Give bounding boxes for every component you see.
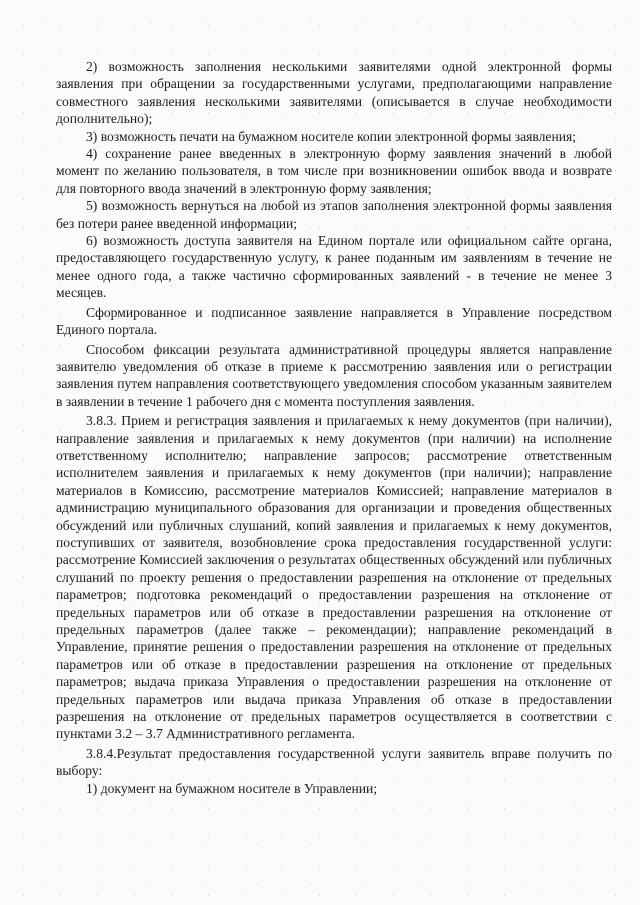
- paragraph-item-6: 6) возможность доступа заявителя на Едином портале или официальном сайте органа, предоставляющего государственную услугу, к ранее поданным им заявлениям в течение не менее одного года, а также частично сформированных заявлений - в течение не менее 3 месяцев.: [56, 233, 612, 301]
- paragraph-item-4: 4) сохранение ранее введенных в электронную форму заявления значений в любой момент по желанию пользователя, в том числе при возникновении ошибок ввода и возврате для повторного ввода значений в электронную форму заявления;: [56, 146, 612, 196]
- paragraph-3-8-3: 3.8.3. Прием и регистрация заявления и прилагаемых к нему документов (при наличии), направление заявления и прилагаемых к нему документов (при наличии) на исполнение ответственному исполнителю; направление запросов; рассмотрение ответственным исполнителем заявления и прилагаемых к нему документов (при наличии); направление материалов в Комиссию, рассмотрение материалов Комиссией; направление материалов в администрацию муниципального образования для организации и проведения общественных обсуждений или публичных слушаний, копий заявления и прилагаемых к нему документов, поступивших от заявителя, возобновление срока предоставления государственной услуги: рассмотрение Комиссией заключения о результатах общественных обсуждений или публичных слушаний по проекту решения о предоставлении разрешения на отклонение от предельных параметров; подготовка рекомендаций о предоставлении разрешения на отклонение от предельных параметров или об отказе в предоставлении разрешения на отклонение от предельных параметров (далее также – рекомендации); направление рекомендаций в Управление, принятие решения о предоставлении разрешения на отклонение от предельных параметров или об отказе в предоставлении разрешения на отклонение от предельных параметров; выдача приказа Управления о предоставлении разрешения на отклонение от предельных параметров или выдача приказа Управления об отказе в предоставлении разрешения на отклонение от предельных параметров осуществляется в соответствии с пунктами 3.2 – 3.7 Административного регламента.: [56, 413, 612, 742]
- paragraph-item-2: 2) возможность заполнения несколькими заявителями одной электронной формы заявления при обращении за государственными услугами, предполагающими направление совместного заявления несколькими заявителями (описывается в случае необходимости дополнительно);: [56, 59, 612, 127]
- paragraph-fixation: Способом фиксации результата административной процедуры является направление заявителю уведомления об отказе в приеме к рассмотрению заявления или о регистрации заявления путем направления соответствующего уведомления способом указанным заявителем в заявлении в течение 1 рабочего дня с момента поступления заявления.: [56, 341, 612, 409]
- paragraph-submission: Сформированное и подписанное заявление направляется в Управление посредством Единого портала.: [56, 304, 612, 338]
- paragraph-3-8-4: 3.8.4.Результат предоставления государственной услуги заявитель вправе получить по выбору:: [56, 745, 612, 779]
- paragraph-result-1: 1) документ на бумажном носителе в Управлении;: [86, 780, 378, 796]
- paragraph-item-5: 5) возможность вернуться на любой из этапов заполнения электронной формы заявления без потери ранее введенной информации;: [56, 198, 612, 231]
- document-body: [56, 58, 612, 797]
- paragraph-item-3: 3) возможность печати на бумажном носителе копии электронной формы заявления;: [86, 128, 577, 144]
